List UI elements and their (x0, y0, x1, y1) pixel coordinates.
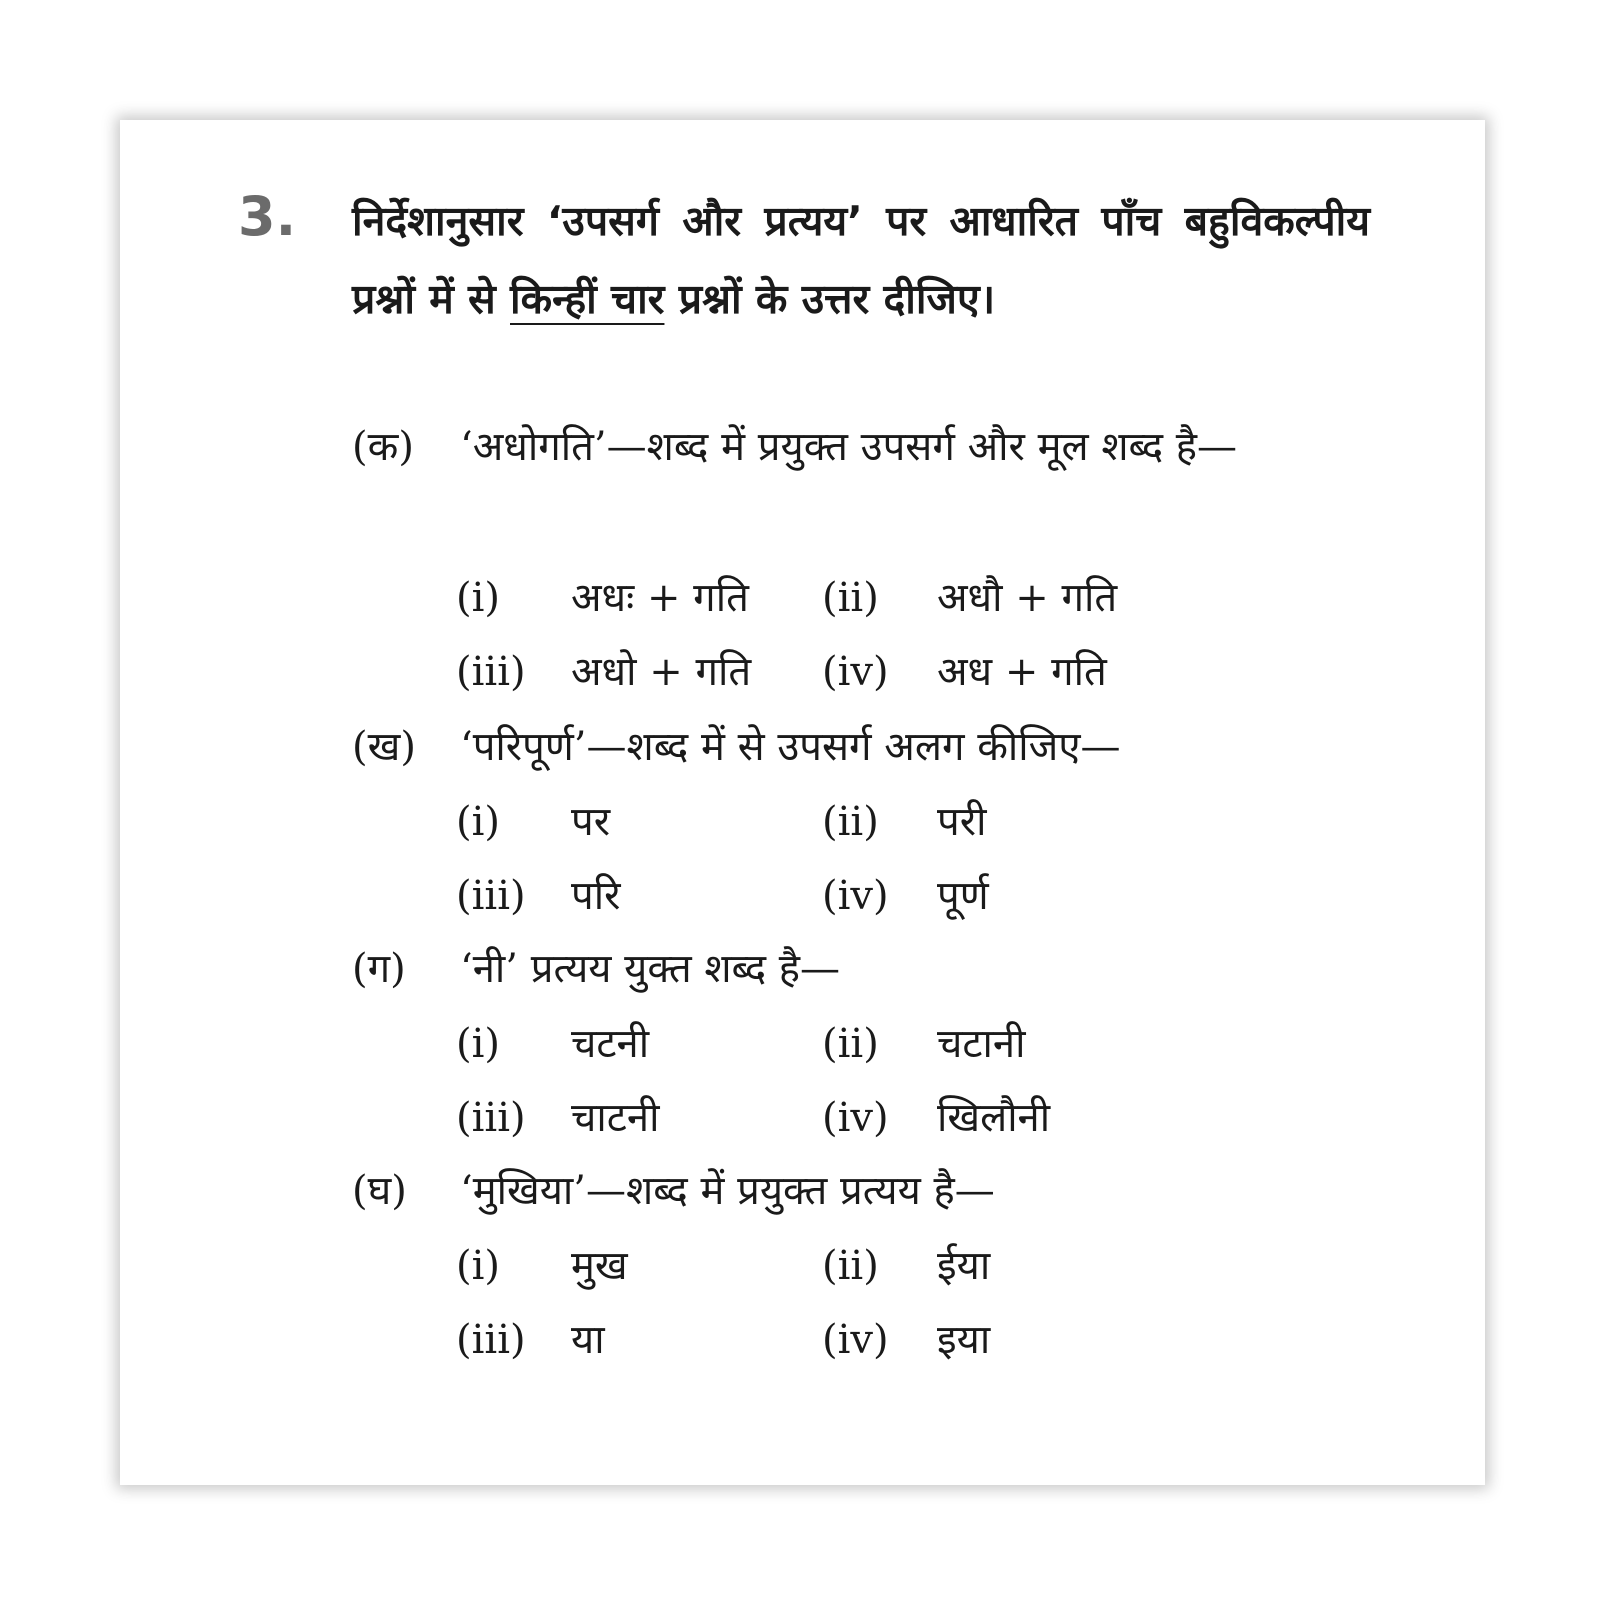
option-number: (ii) (822, 1021, 879, 1067)
option-gha-iii[interactable] (456, 1317, 605, 1363)
question-number: 3. (238, 185, 297, 248)
subquestion-kha (352, 710, 1372, 785)
option-number: (i) (456, 799, 501, 845)
option-ka-i[interactable] (456, 575, 749, 621)
option-text: अधः + गति (571, 575, 749, 621)
option-text: मुख (571, 1243, 628, 1289)
option-text: पूर्ण (937, 873, 989, 919)
option-kha-iv[interactable] (822, 873, 989, 919)
option-ka-iii[interactable] (456, 649, 752, 695)
option-number: (i) (456, 575, 501, 621)
option-text: अध + गति (937, 649, 1107, 695)
option-text: चटानी (937, 1021, 1026, 1067)
option-text: खिलौनी (937, 1095, 1051, 1141)
subquestion-ga (352, 932, 1372, 1007)
subquestion-gha (352, 1154, 1372, 1229)
option-gha-iv[interactable] (822, 1317, 991, 1363)
option-gha-i[interactable] (456, 1243, 628, 1289)
option-text: परि (571, 873, 621, 919)
option-number: (ii) (822, 1243, 879, 1289)
instruction-underlined-text: किन्हीं चार (510, 275, 665, 323)
option-ga-ii[interactable] (822, 1021, 1026, 1067)
option-ga-i[interactable] (456, 1021, 650, 1067)
option-text: पर (571, 799, 611, 845)
option-ka-ii[interactable] (822, 575, 1118, 621)
option-text: चाटनी (571, 1095, 660, 1141)
option-number: (iv) (822, 649, 889, 695)
option-kha-ii[interactable] (822, 799, 987, 845)
subquestion-label: (घ) (352, 1168, 407, 1214)
option-number: (iii) (456, 649, 526, 695)
question-instruction (352, 182, 1370, 338)
option-number: (iv) (822, 873, 889, 919)
option-number: (ii) (822, 575, 879, 621)
option-text: परी (937, 799, 987, 845)
option-kha-iii[interactable] (456, 873, 621, 919)
option-text: अधो + गति (571, 649, 752, 695)
option-kha-i[interactable] (456, 799, 611, 845)
subquestion-text: ‘नी’ प्रत्यय युक्त शब्द है— (460, 946, 841, 992)
option-number: (ii) (822, 799, 879, 845)
option-text: चटनी (571, 1021, 650, 1067)
subquestion-label: (ग) (352, 946, 406, 992)
subquestion-text: ‘परिपूर्ण’—शब्द में से उपसर्ग अलग कीजिए— (460, 724, 1121, 770)
option-number: (iii) (456, 873, 526, 919)
subquestion-text: ‘मुखिया’—शब्द में प्रयुक्त प्रत्यय है— (460, 1168, 995, 1214)
option-number: (i) (456, 1021, 501, 1067)
subquestion-ka (352, 410, 1372, 485)
instruction-text-end: प्रश्नों के उत्तर दीजिए। (664, 275, 996, 323)
option-number: (iii) (456, 1317, 526, 1363)
option-ga-iii[interactable] (456, 1095, 660, 1141)
option-text: ईया (937, 1243, 991, 1289)
option-ka-iv[interactable] (822, 649, 1107, 695)
option-text: या (571, 1317, 605, 1363)
option-ga-iv[interactable] (822, 1095, 1051, 1141)
option-gha-ii[interactable] (822, 1243, 991, 1289)
option-number: (iv) (822, 1317, 889, 1363)
subquestion-text: ‘अधोगति’—शब्द में प्रयुक्त उपसर्ग और मूल शब्द है— (460, 424, 1238, 470)
subquestion-label: (क) (352, 424, 414, 470)
option-text: इया (937, 1317, 991, 1363)
instruction-text-start: निर्देशानुसार ‘उपसर्ग और प्रत्यय’ पर आधारित पाँच बहुविकल्पीय प्रश्नों में से (352, 197, 1370, 323)
subquestion-label: (ख) (352, 724, 416, 770)
option-number: (iv) (822, 1095, 889, 1141)
option-number: (iii) (456, 1095, 526, 1141)
option-number: (i) (456, 1243, 501, 1289)
option-text: अधौ + गति (937, 575, 1118, 621)
